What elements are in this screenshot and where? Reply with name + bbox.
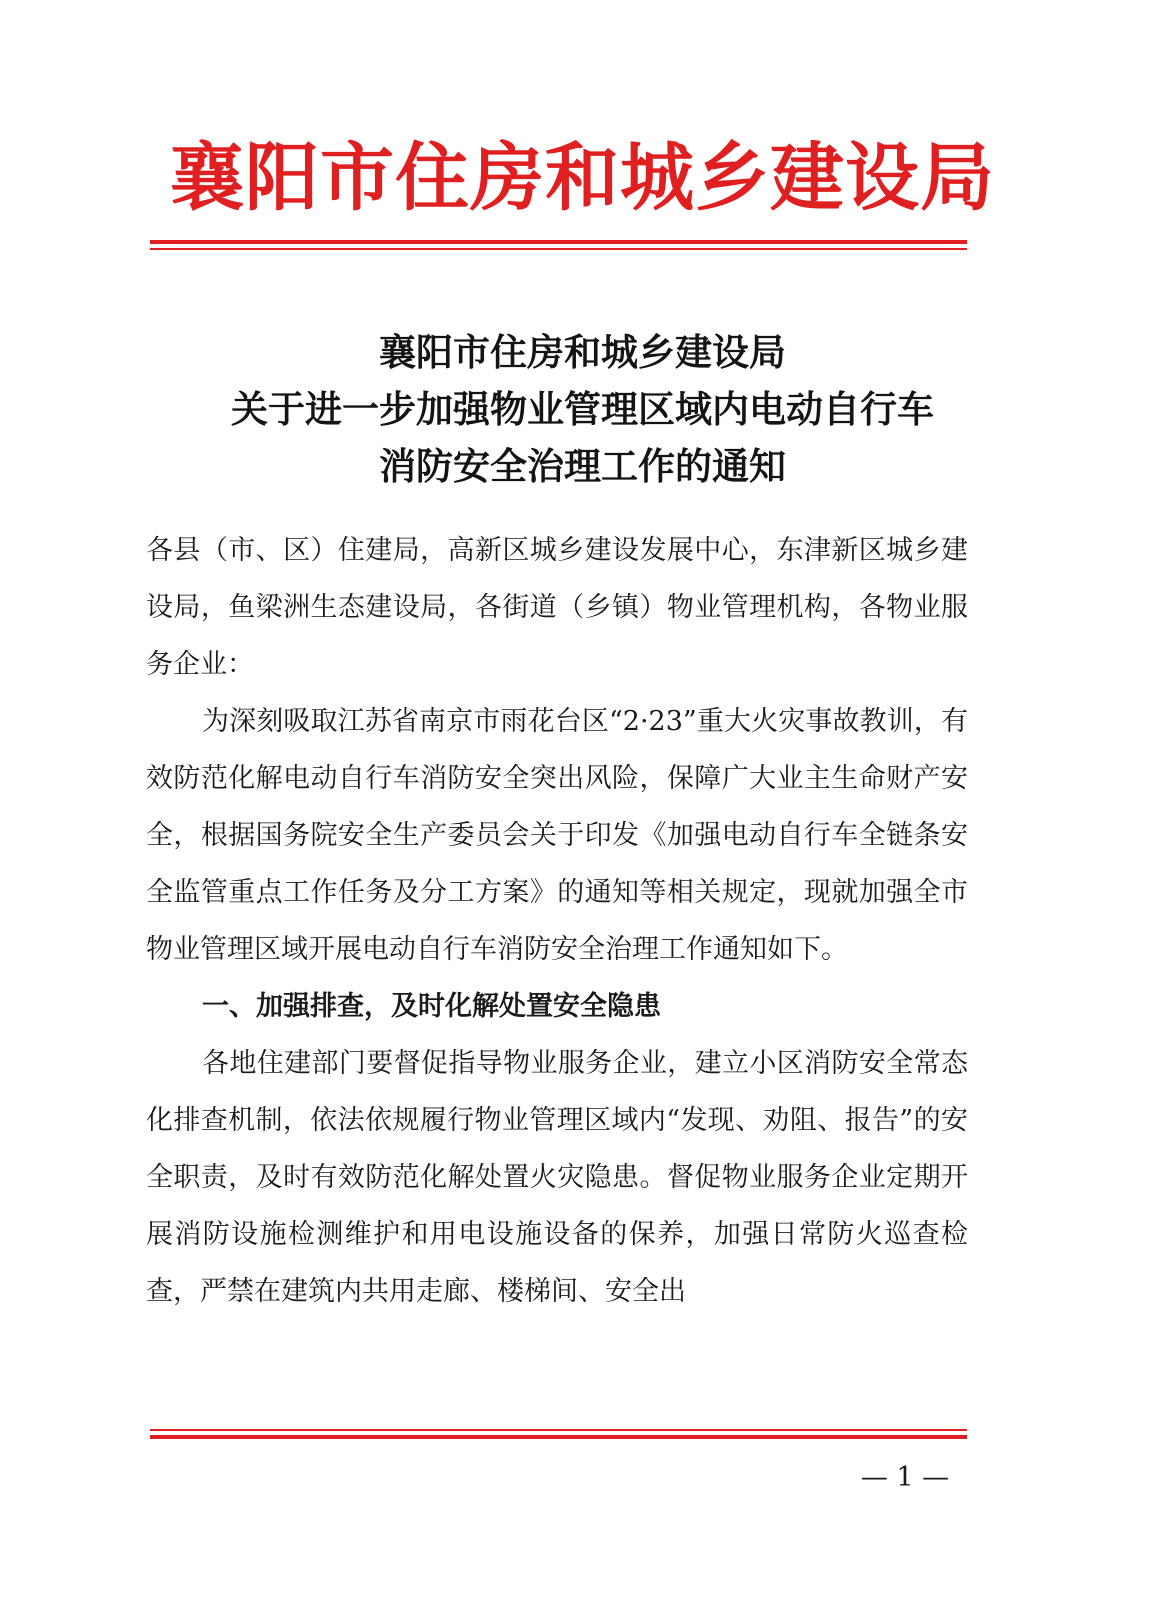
masthead-red-divider <box>150 240 967 250</box>
document-body <box>146 522 968 1320</box>
section-1-paragraph: 各地住建部门要督促指导物业服务企业，建立小区消防安全常态化排查机制，依法依规履行物业管理区域内“发现、劝阻、报告”的安全职责，及时有效防范化解处置火灾隐患。督促物业服务企业定期开展消防设施检测维护和用电设施设备的保养，加强日常防火巡查检查，严禁在建筑内共用走廊、楼梯间、安全出 <box>146 1048 968 1307</box>
section-1-heading: 一、加强排查，及时化解处置安全隐患 <box>202 991 661 1022</box>
intro-paragraph: 为深刻吸取江苏省南京市雨花台区“2·23”重大火灾事故教训，有效防范化解电动自行车消防安全突出风险，保障广大业主生命财产安全，根据国务院安全生产委员会关于印发《加强电动自行车全链条安全监管重点工作任务及分工方案》的通知等相关规定，现就加强全市物业管理区域开展电动自行车消防安全治理工作通知如下。 <box>146 706 968 965</box>
title-line-2: 关于进一步加强物业管理区域内电动自行车 <box>231 387 934 431</box>
divider-thick-line <box>150 240 967 244</box>
masthead-organization-name: 襄阳市住房和城乡建设局 <box>170 135 995 221</box>
divider-thin-line <box>150 1429 967 1431</box>
page-number: — 1 — <box>860 1462 950 1493</box>
divider-thin-line <box>150 248 967 250</box>
document-title <box>0 324 1165 495</box>
title-line-1: 襄阳市住房和城乡建设局 <box>379 330 786 374</box>
title-line-3: 消防安全治理工作的通知 <box>379 444 786 488</box>
addressees-paragraph: 各县（市、区）住建局，高新区城乡建设发展中心，东津新区城乡建设局，鱼梁洲生态建设局，各街道（乡镇）物业管理机构，各物业服务企业： <box>146 535 968 680</box>
footer-red-divider <box>150 1429 967 1439</box>
divider-thick-line <box>150 1435 967 1439</box>
